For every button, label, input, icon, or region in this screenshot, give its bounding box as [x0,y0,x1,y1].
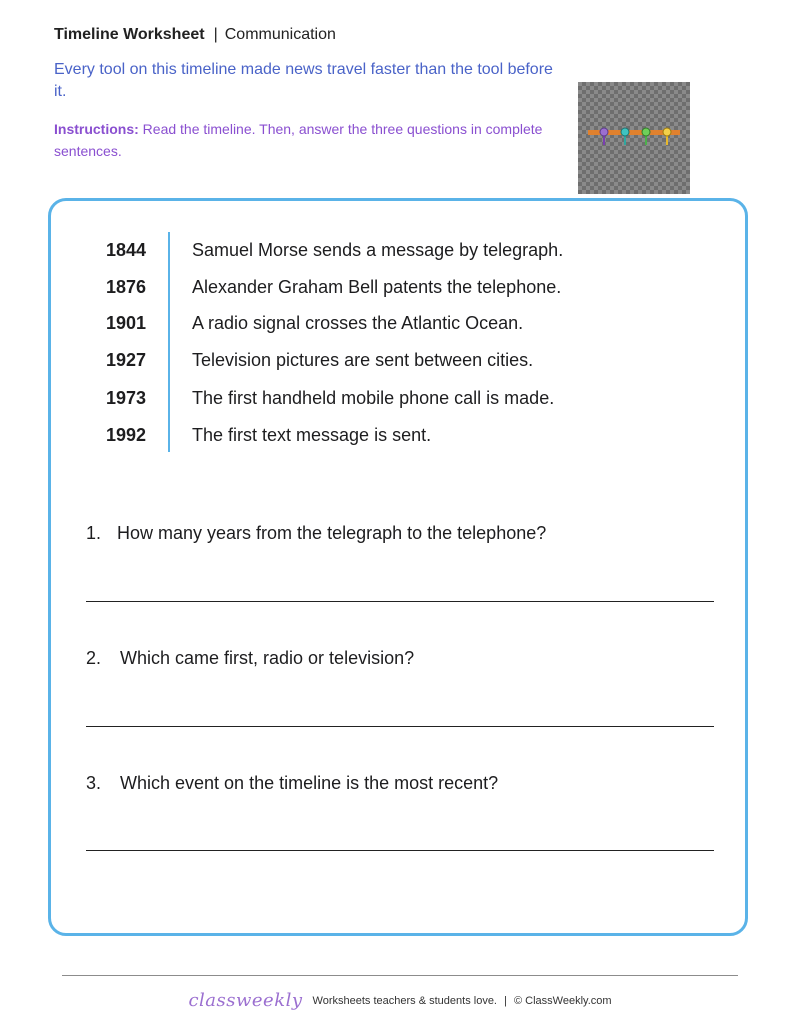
footer [0,990,800,1011]
timeline-entry [60,380,680,417]
timeline-year: 1992 [105,425,146,445]
question-text: How many years from the telegraph to the telephone? [117,523,547,543]
footer-separator: | [504,995,507,1007]
timeline-event: Television pictures are sent between cities. [192,350,534,370]
worksheet-topic: Communication [224,26,336,43]
footer-divider [62,975,738,976]
question-2 [86,648,414,669]
timeline-event: Samuel Morse sends a message by telegraph. [192,240,564,260]
question-number: 3. [86,773,102,793]
timeline-entry [60,417,680,454]
answer-line-2[interactable] [86,726,714,727]
timeline-event: The first text message is sent. [192,425,432,445]
question-text: Which came first, radio or television? [120,648,415,668]
timeline-entry [60,232,680,269]
answer-line-3[interactable] [86,850,714,851]
footer-copyright: © ClassWeekly.com [513,995,612,1007]
timeline-year: 1876 [105,277,146,297]
instructions [54,118,554,162]
timeline-year: 1973 [105,388,146,408]
worksheet-subtitle: Every tool on this timeline made news travel faster than the tool before it. [54,61,553,100]
brand-logo: classweekly [188,990,303,1011]
question-3 [86,773,498,794]
worksheet-header [54,26,336,44]
timeline-entry [60,342,680,379]
timeline-thumbnail-image [578,82,690,194]
header-separator: | [213,26,218,43]
instructions-text: Read the timeline. Then, answer the three questions in complete sentences. [54,121,543,159]
footer-tagline: Worksheets teachers & students love. [312,995,497,1007]
instructions-label: Instructions: [54,121,139,137]
question-1 [86,523,546,544]
worksheet-title: Timeline Worksheet [54,26,205,43]
timeline-entry [60,269,680,306]
timeline-event: Alexander Graham Bell patents the telephone. [192,277,562,297]
question-number: 1. [86,523,102,543]
timeline-event: The first handheld mobile phone call is made. [192,388,555,408]
timeline-year: 1927 [105,350,146,370]
timeline-event: A radio signal crosses the Atlantic Ocean. [192,313,524,333]
timeline-year: 1844 [105,240,146,260]
question-text: Which event on the timeline is the most recent? [120,773,499,793]
timeline-entry [60,305,680,342]
answer-line-1[interactable] [86,601,714,602]
question-number: 2. [86,648,102,668]
timeline-year: 1901 [105,313,146,333]
